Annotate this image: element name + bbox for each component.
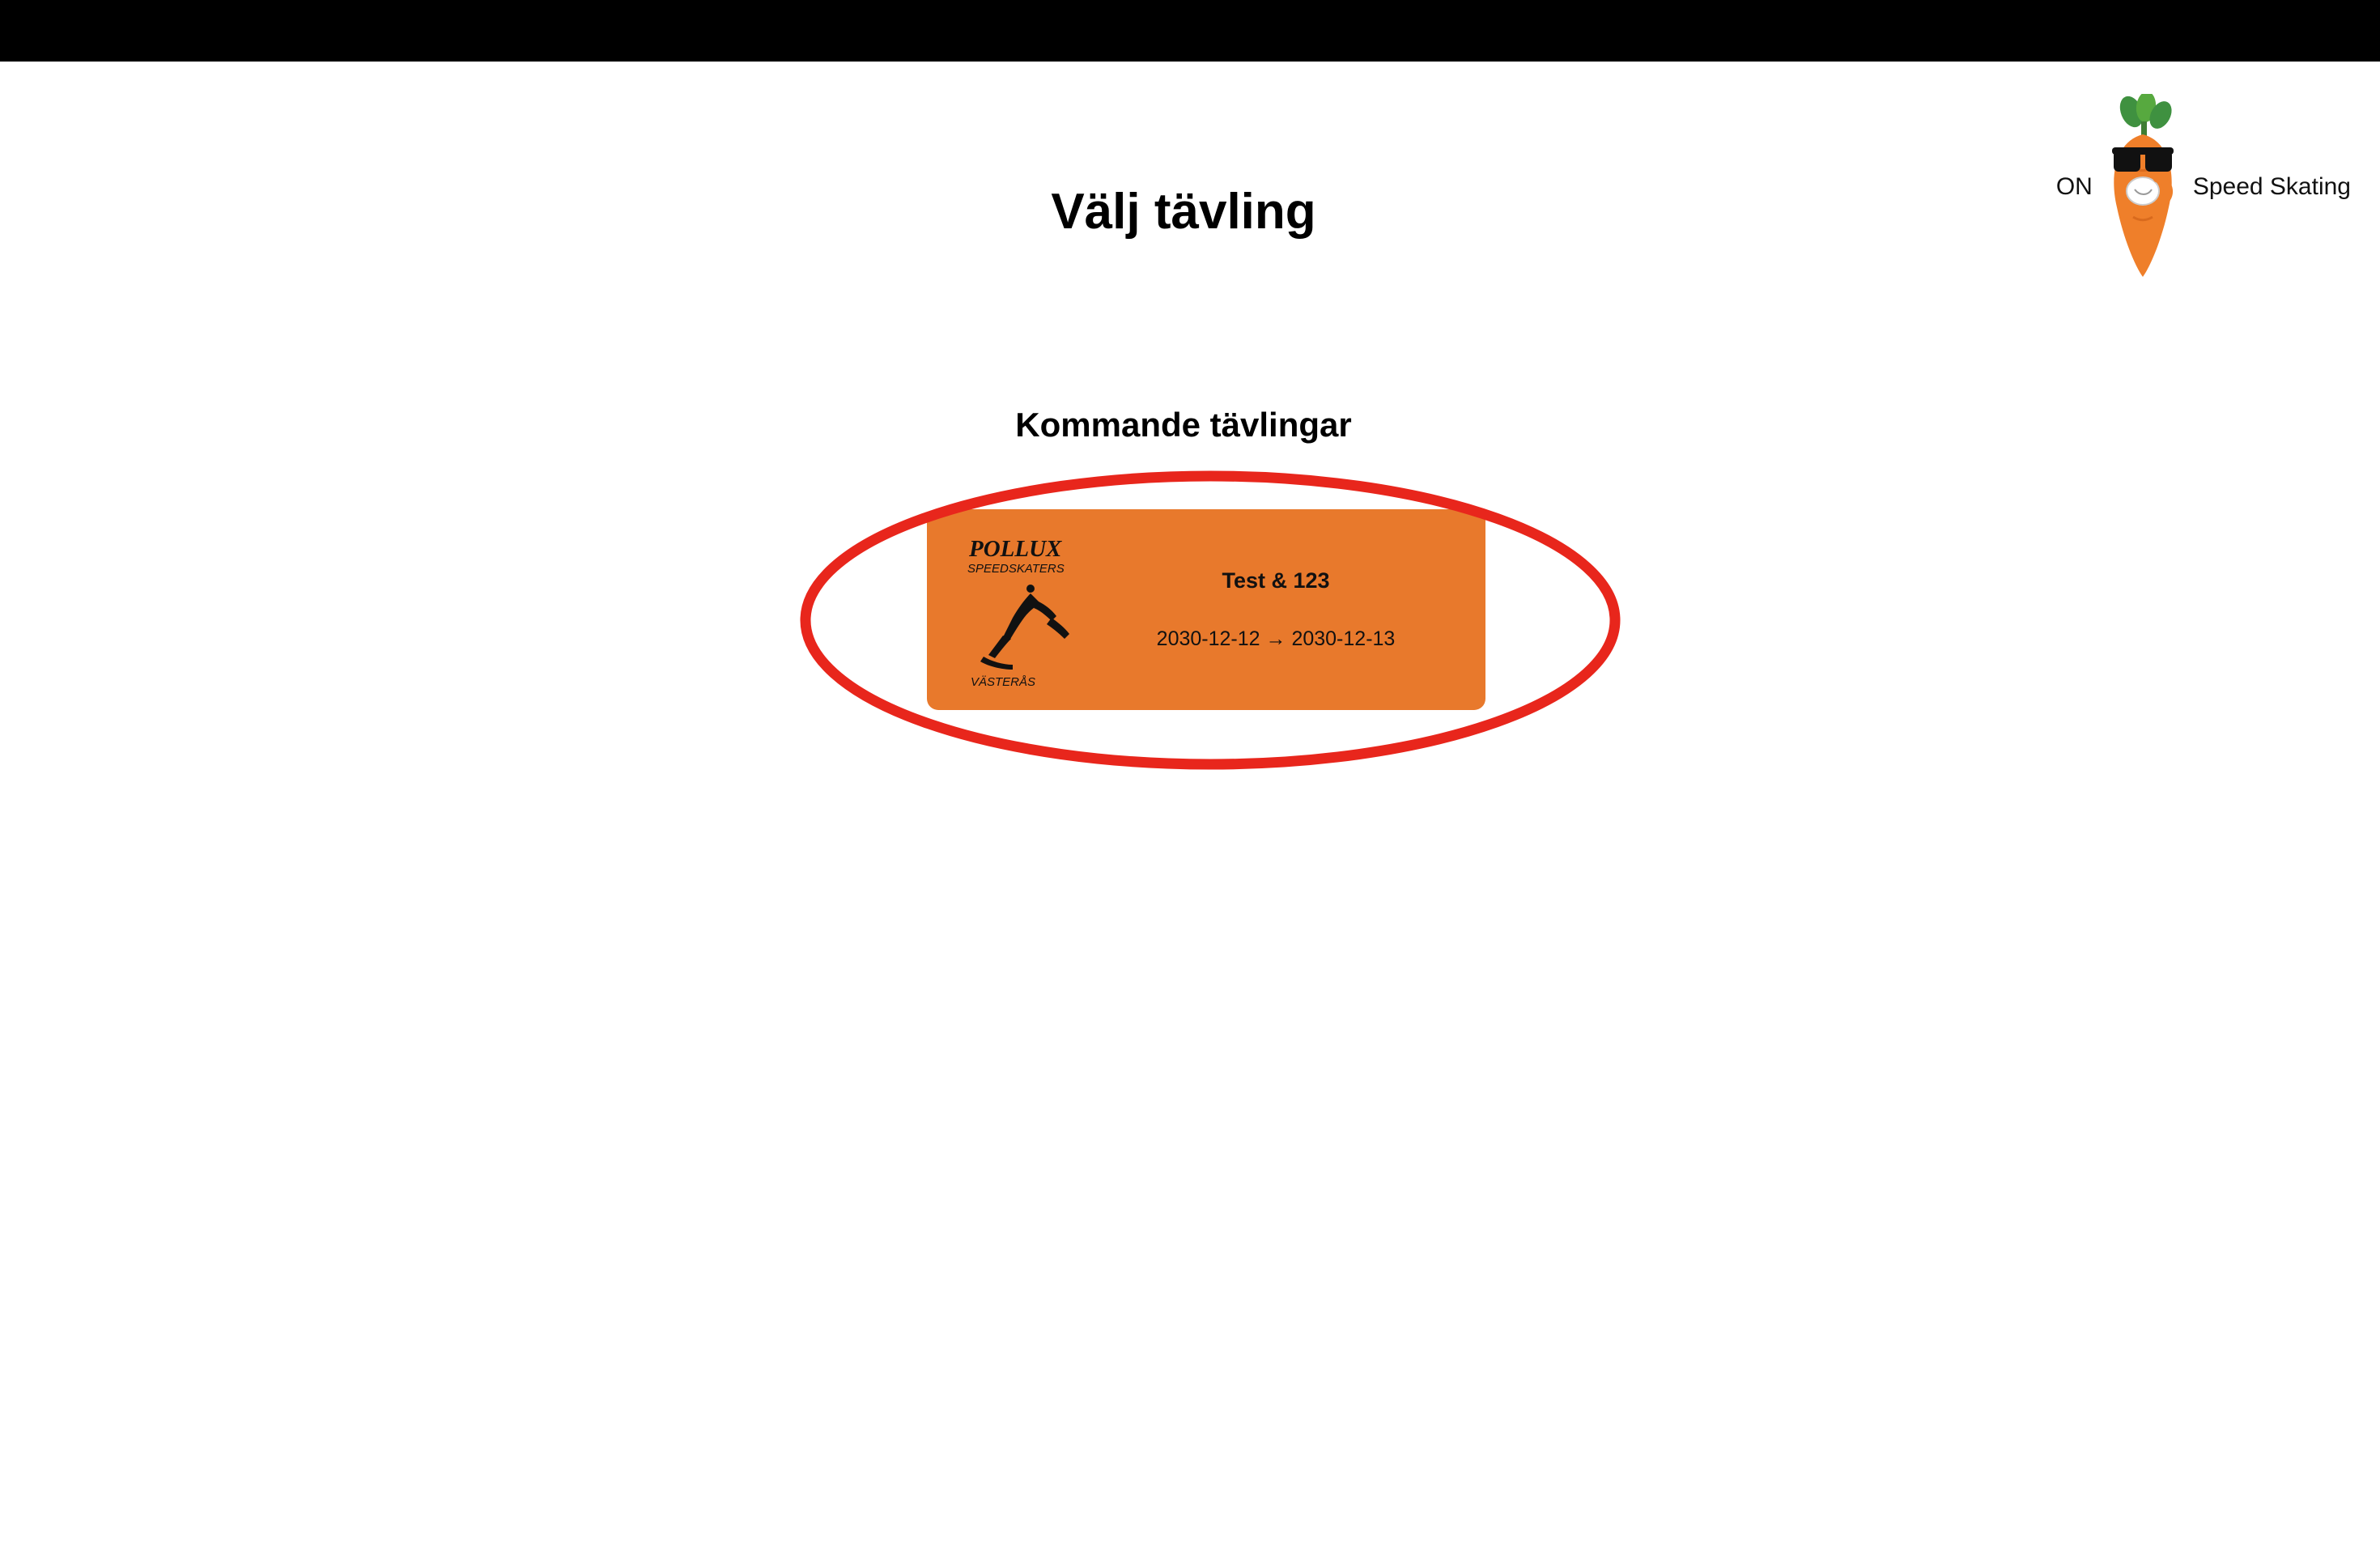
competition-card-body [1099, 568, 1485, 651]
section-title-text: Kommande tävlingar [1015, 406, 1352, 444]
page-title [0, 183, 2380, 240]
brand-text-right: Speed Skating [2192, 173, 2351, 200]
top-black-bar [0, 0, 2380, 62]
svg-text:POLLUX: POLLUX [969, 536, 1062, 562]
pollux-speedskaters-vasteras-logo-icon [961, 529, 1099, 691]
brand-text-left: ON [2055, 173, 2093, 200]
page-content [0, 62, 2380, 1548]
page-title-text: Välj tävling [1051, 184, 1316, 240]
svg-text:SPEEDSKATERS: SPEEDSKATERS [967, 562, 1065, 576]
svg-text:VÄSTERÅS: VÄSTERÅS [971, 675, 1036, 689]
competition-dates: 2030-12-12 → 2030-12-13 [1156, 627, 1396, 650]
competition-name: Test & 123 [1222, 568, 1330, 593]
section-title [0, 406, 2380, 444]
competition-list [927, 509, 1485, 710]
competition-card[interactable] [927, 509, 1485, 710]
